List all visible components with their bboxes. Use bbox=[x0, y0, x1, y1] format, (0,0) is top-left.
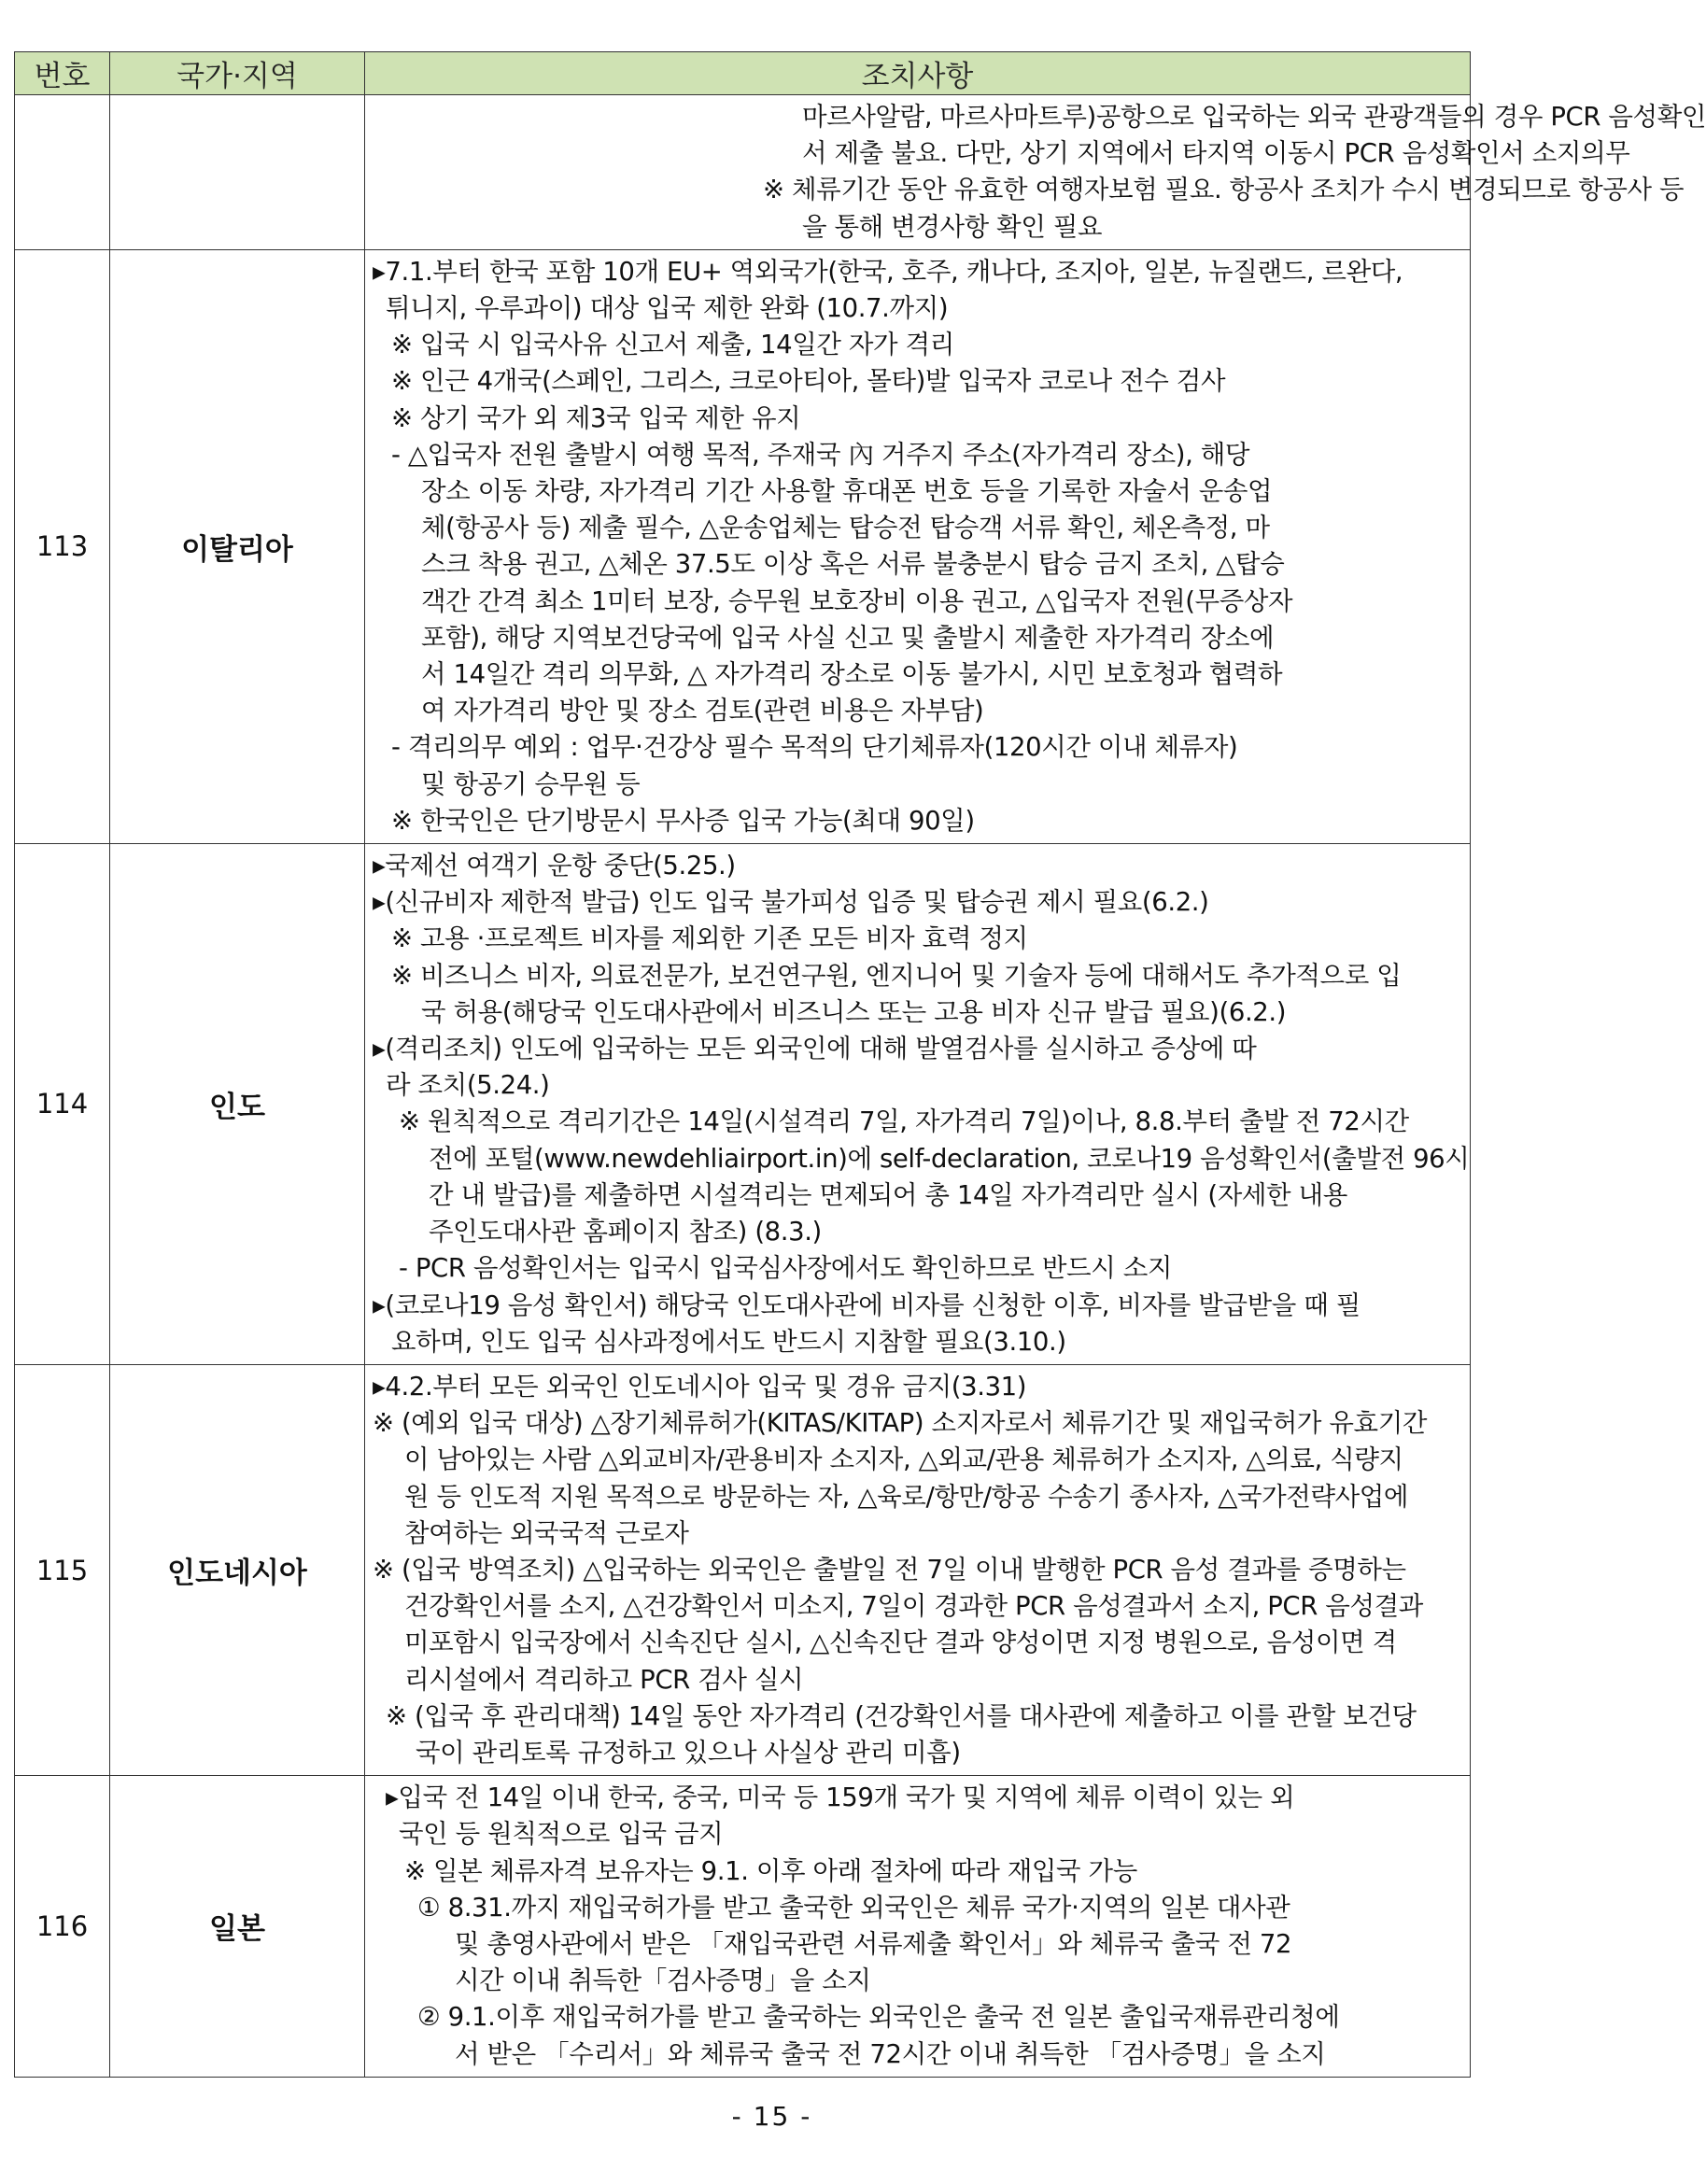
measure-line: - PCR 음성확인서는 입국시 입국심사장에서도 확인하므로 반드시 소지 bbox=[399, 1253, 1173, 1284]
header-measures: 조치사항 bbox=[365, 52, 1471, 95]
page-number: - 15 - bbox=[731, 2101, 812, 2132]
row-number bbox=[15, 95, 110, 250]
measure-line: ※ 입국 시 입국사유 신고서 제출, 14일간 자가 격리 bbox=[391, 330, 954, 360]
measure-line: 건강확인서를 소지, △건강확인서 미소지, 7일이 경과한 PCR 음성결과서 소지, PCR 음성결과 bbox=[404, 1591, 1423, 1622]
row-country: 인도 bbox=[110, 844, 365, 1365]
measure-line: ▸국제선 여객기 운항 중단(5.25.) bbox=[373, 851, 736, 881]
header-number: 번호 bbox=[15, 52, 110, 95]
measure-line: 서 받은 「수리서」와 체류국 출국 전 72시간 이내 취득한 「검사증명」을 소지 bbox=[455, 2038, 1326, 2069]
row-measures bbox=[365, 249, 1471, 843]
measure-line: ※ 비즈니스 비자, 의료전문가, 보건연구원, 엔지니어 및 기술자 등에 대해서도 추가적으로 입 bbox=[391, 960, 1402, 991]
measure-line: 마르사알람, 마르사마트루)공항으로 입국하는 외국 관광객들의 경우 PCR 음성확인 bbox=[802, 102, 1706, 132]
table-row bbox=[15, 844, 1471, 1365]
measure-line: 국인 등 원칙적으로 입국 금지 bbox=[399, 1819, 724, 1850]
table-row bbox=[15, 1364, 1471, 1775]
row-country: 이탈리아 bbox=[110, 249, 365, 843]
measure-line: ※ 상기 국가 외 제3국 입국 제한 유지 bbox=[391, 402, 801, 433]
measure-line: 튀니지, 우루과이) 대상 입국 제한 완화 (10.7.까지) bbox=[386, 293, 949, 324]
measure-line: 서 14일간 격리 의무화, △ 자가격리 장소로 이동 불가시, 시민 보호청과 협력하 bbox=[421, 659, 1283, 690]
measure-line: 시간 이내 취득한「검사증명」을 소지 bbox=[455, 1966, 871, 1996]
table-header-row bbox=[15, 52, 1471, 95]
measure-line: 포함), 해당 지역보건당국에 입국 사실 신고 및 출발시 제출한 자가격리 장소에 bbox=[421, 622, 1275, 653]
measure-line: ▸4.2.부터 모든 외국인 인도네시아 입국 및 경유 금지(3.31) bbox=[373, 1371, 1027, 1402]
table-row bbox=[15, 249, 1471, 843]
row-measures bbox=[365, 1776, 1471, 2078]
measure-line: ※ 일본 체류자격 보유자는 9.1. 이후 아래 절차에 따라 재입국 가능 bbox=[404, 1855, 1137, 1886]
measure-line: 서 제출 불요. 다만, 상기 지역에서 타지역 이동시 PCR 음성확인서 소지의무 bbox=[802, 138, 1630, 169]
measure-line: ※ 원칙적으로 격리기간은 14일(시설격리 7일, 자가격리 7일)이나, 8.8.부터 출발 전 72시간 bbox=[399, 1106, 1409, 1137]
row-country: 일본 bbox=[110, 1776, 365, 2078]
measure-line: 을 통해 변경사항 확인 필요 bbox=[802, 211, 1103, 242]
measure-line: ※ (입국 후 관리대책) 14일 동안 자가격리 (건강확인서를 대사관에 제출하고 이를 관할 보건당 bbox=[386, 1700, 1417, 1731]
measure-line: 주인도대사관 홈페이지 참조) (8.3.) bbox=[429, 1217, 822, 1247]
measure-line: ※ 체류기간 동안 유효한 여행자보험 필요. 항공사 조치가 수시 변경되므로 항공사 등 bbox=[763, 175, 1685, 205]
measure-line: 및 총영사관에서 받은 「재입국관련 서류제출 확인서」와 체류국 출국 전 72 bbox=[455, 1928, 1292, 1959]
table-row bbox=[15, 95, 1471, 250]
measure-line: 이 남아있는 사람 △외교비자/관용비자 소지자, △외교/관용 체류허가 소지자, △의료, 식량지 bbox=[404, 1444, 1403, 1475]
measure-line: 참여하는 외국국적 근로자 bbox=[404, 1517, 689, 1548]
measure-line: ※ 한국인은 단기방문시 무사증 입국 가능(최대 90일) bbox=[391, 805, 975, 836]
table-body bbox=[15, 95, 1706, 2078]
row-country bbox=[110, 95, 365, 250]
measures-table bbox=[14, 51, 1706, 2078]
header-country: 국가·지역 bbox=[110, 52, 365, 95]
measure-line: - 격리의무 예외 : 업무·건강상 필수 목적의 단기체류자(120시간 이내 체류자) bbox=[391, 732, 1238, 763]
measure-line: 체(항공사 등) 제출 필수, △운송업체는 탑승전 탑승객 서류 확인, 체온측정, 마 bbox=[421, 513, 1270, 543]
measure-line: 간 내 발급)를 제출하면 시설격리는 면제되어 총 14일 자가격리만 실시 (자세한 내용 bbox=[429, 1179, 1347, 1210]
measure-line: 전에 포털(www.newdehliairport.in)에 self-declaration, 코로나19 음성확인서(출발전 96시 bbox=[429, 1143, 1470, 1174]
measure-line: 스크 착용 권고, △체온 37.5도 이상 혹은 서류 불충분시 탑승 금지 조치, △탑승 bbox=[421, 549, 1285, 580]
row-measures bbox=[365, 844, 1471, 1365]
measure-line: ▸(격리조치) 인도에 입국하는 모든 외국인에 대해 발열검사를 실시하고 증상에 따 bbox=[373, 1034, 1257, 1064]
measure-line: ▸입국 전 14일 이내 한국, 중국, 미국 등 159개 국가 및 지역에 체류 이력이 있는 외 bbox=[386, 1782, 1295, 1813]
measure-line: 미포함시 입국장에서 신속진단 실시, △신속진단 결과 양성이면 지정 병원으로, 음성이면 격 bbox=[404, 1627, 1397, 1658]
row-number: 116 bbox=[15, 1776, 110, 2078]
row-country: 인도네시아 bbox=[110, 1364, 365, 1775]
measure-line: 국이 관리토록 규정하고 있으나 사실상 관리 미흡) bbox=[416, 1737, 961, 1768]
measure-line: - △입국자 전원 출발시 여행 목적, 주재국 內 거주지 주소(자가격리 장소), 해당 bbox=[391, 439, 1250, 470]
measure-line: 리시설에서 격리하고 PCR 검사 실시 bbox=[404, 1664, 804, 1695]
measure-line: 국 허용(해당국 인도대사관에서 비즈니스 또는 고용 비자 신규 발급 필요)(6.2.) bbox=[421, 996, 1287, 1027]
measure-line: 및 항공기 승무원 등 bbox=[421, 768, 641, 799]
measure-line: ① 8.31.까지 재입국허가를 받고 출국한 외국인은 체류 국가·지역의 일본 대사관 bbox=[417, 1892, 1290, 1923]
measure-line: 원 등 인도적 지원 목적으로 방문하는 자, △육로/항만/항공 수송기 종사자, △국가전략사업에 bbox=[404, 1481, 1409, 1512]
row-number: 115 bbox=[15, 1364, 110, 1775]
measure-line: ▸(신규비자 제한적 발급) 인도 입국 불가피성 입증 및 탑승권 제시 필요(6.2.) bbox=[373, 887, 1209, 918]
measure-line: 장소 이동 차량, 자가격리 기간 사용할 휴대폰 번호 등을 기록한 자술서 운송업 bbox=[421, 476, 1273, 507]
table-row bbox=[15, 1776, 1471, 2078]
measure-line: ※ (예외 입국 대상) △장기체류허가(KITAS/KITAP) 소지자로서 체류기간 및 재입국허가 유효기간 bbox=[373, 1408, 1428, 1439]
row-measures bbox=[365, 95, 1706, 250]
measure-line: ※ 인근 4개국(스페인, 그리스, 크로아티아, 몰타)발 입국자 코로나 전수 검사 bbox=[391, 366, 1226, 397]
row-number: 114 bbox=[15, 844, 110, 1365]
measure-line: ② 9.1.이후 재입국허가를 받고 출국하는 외국인은 출국 전 일본 출입국재류관리청에 bbox=[417, 2002, 1340, 2033]
row-measures bbox=[365, 1364, 1471, 1775]
row-number: 113 bbox=[15, 249, 110, 843]
measure-line: ▸(코로나19 음성 확인서) 해당국 인도대사관에 비자를 신청한 이후, 비자를 발급받을 때 필 bbox=[373, 1289, 1361, 1320]
measure-line: 여 자가격리 방안 및 장소 검토(관련 비용은 자부담) bbox=[421, 696, 984, 726]
measure-line: ※ 고용 ·프로젝트 비자를 제외한 기존 모든 비자 효력 정지 bbox=[391, 923, 1028, 954]
measure-line: ※ (입국 방역조치) △입국하는 외국인은 출발일 전 7일 이내 발행한 PCR 음성 결과를 증명하는 bbox=[373, 1554, 1406, 1585]
measure-line: 객간 간격 최소 1미터 보장, 승무원 보호장비 이용 권고, △입국자 전원(무증상자 bbox=[421, 585, 1293, 616]
measure-line: 요하며, 인도 입국 심사과정에서도 반드시 지참할 필요(3.10.) bbox=[391, 1326, 1066, 1357]
measure-line: 라 조치(5.24.) bbox=[386, 1070, 550, 1101]
measure-line: ▸7.1.부터 한국 포함 10개 EU+ 역외국가(한국, 호주, 캐나다, 조지아, 일본, 뉴질랜드, 르완다, bbox=[373, 256, 1403, 287]
